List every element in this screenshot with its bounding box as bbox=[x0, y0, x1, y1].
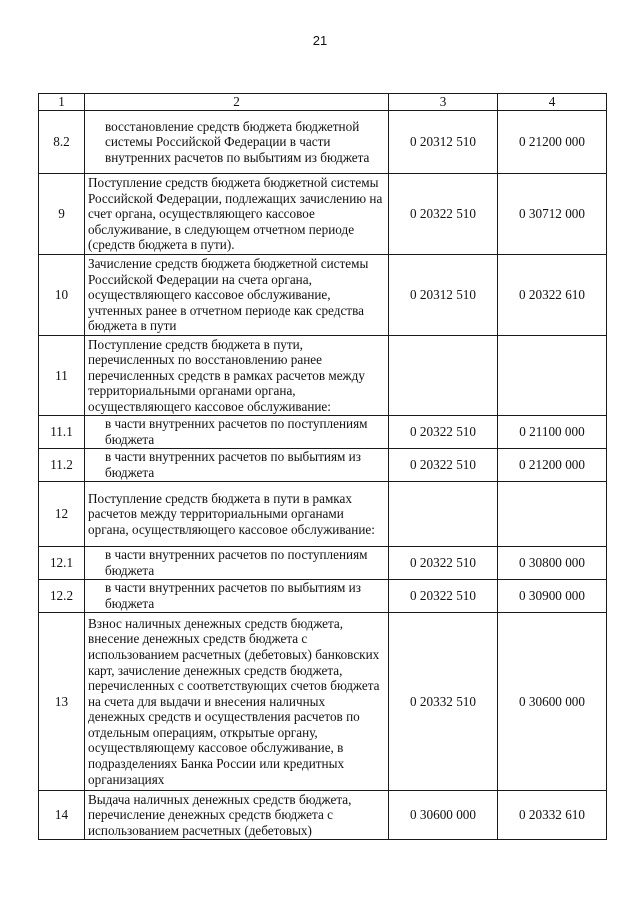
row-description: Поступление средств бюджета в пути, перечисленных по восстановлению ранее перечисленных средств в рамках расчетов между территориальными органами органа, осуществляющего кассовое обслуживание: bbox=[85, 336, 389, 416]
row-code-3 bbox=[389, 482, 498, 547]
row-number: 12.1 bbox=[39, 547, 85, 580]
row-code-3: 0 20312 510 bbox=[389, 255, 498, 336]
table-row bbox=[39, 111, 607, 174]
row-number: 8.2 bbox=[39, 111, 85, 174]
row-code-4 bbox=[498, 336, 607, 416]
table-row bbox=[39, 449, 607, 482]
row-code-3: 0 30600 000 bbox=[389, 791, 498, 840]
row-code-4: 0 21200 000 bbox=[498, 111, 607, 174]
row-code-3: 0 20322 510 bbox=[389, 174, 498, 255]
header-cell-4: 4 bbox=[498, 94, 607, 111]
row-code-4: 0 20332 610 bbox=[498, 791, 607, 840]
row-description: в части внутренних расчетов по выбытиям из бюджета bbox=[85, 449, 389, 482]
row-description: Взнос наличных денежных средств бюджета, внесение денежных средств бюджета с использованием расчетных (дебетовых) банковских карт, зачисление денежных средств бюджета, перечисленных с соответствующих счетов бюджета на счета для выдачи и внесения наличных денежных средств и осуществления расчетов по отдельным операциям, открытые органу, осуществляющему кассовое обслуживание, в подразделениях Банка России или кредитных организациях bbox=[85, 613, 389, 791]
row-code-3: 0 20322 510 bbox=[389, 416, 498, 449]
row-number: 10 bbox=[39, 255, 85, 336]
row-description: Выдача наличных денежных средств бюджета, перечисление денежных средств бюджета с использованием расчетных (дебетовых) bbox=[85, 791, 389, 840]
table-row bbox=[39, 613, 607, 791]
row-description: Зачисление средств бюджета бюджетной системы Российской Федерации на счета органа, осуществляющего кассовое обслуживание, учтенных ранее в отчетном периоде как средства бюджета в пути bbox=[85, 255, 389, 336]
row-code-4: 0 20322 610 bbox=[498, 255, 607, 336]
header-cell-3: 3 bbox=[389, 94, 498, 111]
row-number: 12 bbox=[39, 482, 85, 547]
row-code-3: 0 20322 510 bbox=[389, 580, 498, 613]
accounts-table bbox=[38, 93, 607, 840]
row-code-4 bbox=[498, 482, 607, 547]
row-description: в части внутренних расчетов по поступлениям бюджета bbox=[85, 547, 389, 580]
row-description: Поступление средств бюджета бюджетной системы Российской Федерации, подлежащих зачислению на счет органа, осуществляющего кассовое обслуживание, в следующем отчетном периоде (средств бюджета в пути). bbox=[85, 174, 389, 255]
row-code-4: 0 30900 000 bbox=[498, 580, 607, 613]
row-code-3 bbox=[389, 336, 498, 416]
table-row bbox=[39, 482, 607, 547]
row-description: в части внутренних расчетов по выбытиям из бюджета bbox=[85, 580, 389, 613]
row-number: 9 bbox=[39, 174, 85, 255]
row-code-4: 0 30600 000 bbox=[498, 613, 607, 791]
header-cell-2: 2 bbox=[85, 94, 389, 111]
row-code-4: 0 21200 000 bbox=[498, 449, 607, 482]
row-description: Поступление средств бюджета в пути в рамках расчетов между территориальными органами органа, осуществляющего кассовое обслуживание: bbox=[85, 482, 389, 547]
table-row bbox=[39, 255, 607, 336]
row-number: 12.2 bbox=[39, 580, 85, 613]
row-description: в части внутренних расчетов по поступлениям бюджета bbox=[85, 416, 389, 449]
row-number: 11 bbox=[39, 336, 85, 416]
table-header-row bbox=[39, 94, 607, 111]
table-row bbox=[39, 580, 607, 613]
table-row bbox=[39, 336, 607, 416]
row-code-4: 0 30800 000 bbox=[498, 547, 607, 580]
row-code-3: 0 20312 510 bbox=[389, 111, 498, 174]
header-cell-1: 1 bbox=[39, 94, 85, 111]
row-number: 11.1 bbox=[39, 416, 85, 449]
row-code-4: 0 30712 000 bbox=[498, 174, 607, 255]
row-number: 14 bbox=[39, 791, 85, 840]
table-row bbox=[39, 174, 607, 255]
row-code-3: 0 20322 510 bbox=[389, 547, 498, 580]
row-description: восстановление средств бюджета бюджетной системы Российской Федерации в части внутренних расчетов по выбытиям из бюджета bbox=[85, 111, 389, 174]
table-row bbox=[39, 547, 607, 580]
page-number: 21 bbox=[312, 33, 328, 48]
row-code-3: 0 20332 510 bbox=[389, 613, 498, 791]
row-number: 11.2 bbox=[39, 449, 85, 482]
row-code-3: 0 20322 510 bbox=[389, 449, 498, 482]
row-code-4: 0 21100 000 bbox=[498, 416, 607, 449]
table-row bbox=[39, 416, 607, 449]
row-number: 13 bbox=[39, 613, 85, 791]
table-row bbox=[39, 791, 607, 840]
